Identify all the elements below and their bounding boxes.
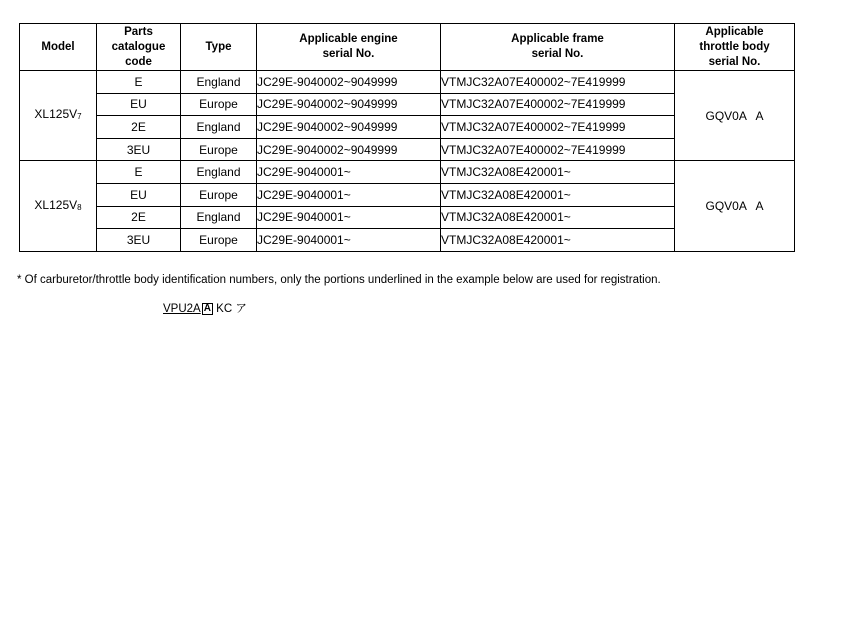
throttle-serial-cell: GQV0A A [675, 161, 795, 251]
engine-serial-cell: JC29E-9040001~ [257, 183, 441, 206]
frame-serial-cell: VTMJC32A08E420001~ [441, 206, 675, 229]
type-cell: England [181, 161, 257, 184]
frame-serial-cell: VTMJC32A07E400002~7E419999 [441, 138, 675, 161]
example-boxed-letter: A [203, 303, 211, 314]
engine-serial-cell: JC29E-9040002~9049999 [257, 93, 441, 116]
example-id-number [163, 300, 247, 316]
frame-serial-cell: VTMJC32A08E420001~ [441, 229, 675, 252]
frame-serial-cell: VTMJC32A07E400002~7E419999 [441, 116, 675, 139]
type-cell: England [181, 206, 257, 229]
footnote: * Of carburetor/throttle body identification numbers, only the portions underlined in the example below are used for registration. [17, 274, 661, 286]
model-name: XL125V [34, 197, 78, 212]
type-cell: Europe [181, 138, 257, 161]
type-cell: England [181, 71, 257, 94]
header-throttle-serial: Applicable throttle body serial No. [675, 24, 795, 71]
engine-serial-cell: JC29E-9040002~9049999 [257, 116, 441, 139]
frame-serial-cell: VTMJC32A08E420001~ [441, 183, 675, 206]
type-cell: Europe [181, 229, 257, 252]
engine-serial-cell: JC29E-9040001~ [257, 206, 441, 229]
example-underlined-portion: VPU2A [163, 303, 201, 315]
parts-code-cell: E [97, 71, 181, 94]
header-frame-serial: Applicable frame serial No. [441, 24, 675, 71]
engine-serial-cell: JC29E-9040001~ [257, 229, 441, 252]
parts-code-cell: EU [97, 183, 181, 206]
header-engine-serial: Applicable engine serial No. [257, 24, 441, 71]
frame-serial-cell: VTMJC32A07E400002~7E419999 [441, 71, 675, 94]
model-cell [20, 71, 97, 161]
table-body [20, 71, 795, 252]
model-year-suffix: 8 [77, 202, 82, 212]
model-name: XL125V [34, 107, 78, 122]
parts-code-cell: 2E [97, 116, 181, 139]
type-cell: Europe [181, 183, 257, 206]
type-cell: England [181, 116, 257, 139]
table-header-row [20, 24, 795, 71]
parts-table [19, 23, 795, 252]
frame-serial-cell: VTMJC32A08E420001~ [441, 161, 675, 184]
header-model: Model [20, 24, 97, 71]
header-parts-catalogue-code: Parts catalogue code [97, 24, 181, 71]
type-cell: Europe [181, 93, 257, 116]
engine-serial-cell: JC29E-9040002~9049999 [257, 71, 441, 94]
parts-code-cell: EU [97, 93, 181, 116]
example-remainder: KC ア [212, 303, 247, 315]
table-row [20, 161, 795, 184]
parts-code-cell: 3EU [97, 138, 181, 161]
model-cell [20, 161, 97, 251]
table-row [20, 71, 795, 94]
parts-code-cell: 2E [97, 206, 181, 229]
model-year-suffix: 7 [77, 112, 82, 122]
frame-serial-cell: VTMJC32A07E400002~7E419999 [441, 93, 675, 116]
throttle-serial-cell: GQV0A A [675, 71, 795, 161]
header-type: Type [181, 24, 257, 71]
parts-code-cell: 3EU [97, 229, 181, 252]
engine-serial-cell: JC29E-9040002~9049999 [257, 138, 441, 161]
parts-code-cell: E [97, 161, 181, 184]
engine-serial-cell: JC29E-9040001~ [257, 161, 441, 184]
